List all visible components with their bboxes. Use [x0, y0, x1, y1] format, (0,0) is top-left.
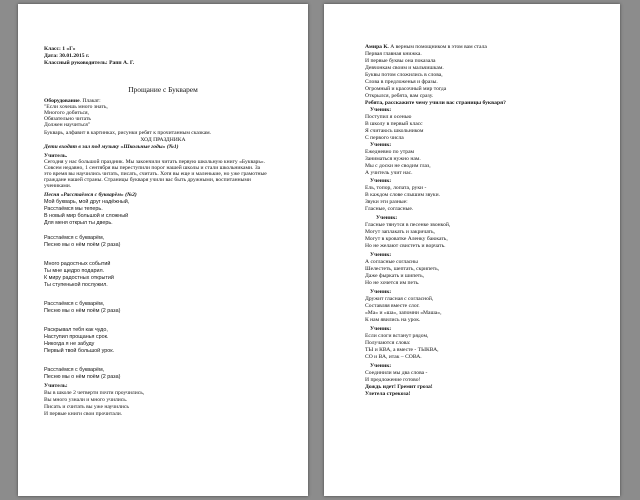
- closing-line: Улетела стрекоза!: [365, 391, 411, 397]
- pupil-line: Дружит гласная с согласной,: [365, 296, 434, 302]
- pupil-line: А согласные согласны: [365, 259, 418, 265]
- song-line: Расстаёмся с букварём,: [44, 367, 105, 373]
- right-page: [324, 4, 620, 496]
- pupil-line: В школу в первый класс: [365, 121, 423, 127]
- teacher-text-line: Совсем недавно, 1 сентября вы переступили порог нашей школы и стали школьниками. За: [44, 165, 261, 171]
- pupil-line: Заниматься нужно нам.: [365, 156, 421, 162]
- pupil-line: Даже фыркать и шипеть,: [365, 273, 425, 279]
- song-line: Расстаёмся с букварём,: [44, 235, 105, 241]
- song-line: В новый мир большой и сложный: [44, 213, 129, 219]
- intro-rest: А верным помощником в этом вам стала: [388, 44, 487, 50]
- poster-line: Обязательно читать: [44, 116, 91, 122]
- intro-line: Открылся, ребята, вам сразу.: [365, 93, 434, 99]
- intro-line: Буквы потом сложились в слова,: [365, 72, 443, 78]
- pupil-line: Поступил я осенью: [365, 114, 412, 120]
- equipment-label: Оборудование: [44, 98, 80, 104]
- pupil-line: Соединили мы два слова -: [365, 370, 428, 376]
- intro-line: [365, 44, 487, 50]
- pupil-line: Звуки эти разные:: [365, 199, 408, 205]
- song-line: Ты ступенькой послужил.: [44, 282, 108, 288]
- song-line: Наступил прощанья срок.: [44, 334, 109, 340]
- class-line: Класс: 1 «Г»: [44, 46, 76, 52]
- closing-line: Дождь идет! Гремит гроза!: [365, 384, 433, 390]
- pupil-line: СО и ВА, итак – СОВА.: [365, 354, 422, 360]
- pupil-label: Ученик:: [370, 252, 392, 258]
- pupil-label: Ученик:: [370, 289, 392, 295]
- teacher-text-line: Сегодня у нас большой праздник. Мы закончили читать первую школьную книгу «Букварь».: [44, 159, 266, 165]
- teacher-label: Учитель.: [44, 153, 68, 159]
- pupil-line: К нам явились на урок.: [365, 317, 421, 323]
- teacher2-line: И первые книги свои прочитали.: [44, 411, 123, 417]
- pupil-line: Шелестеть, шептать, скрипеть,: [365, 266, 440, 272]
- poster-line: "Если хочешь много знать,: [44, 104, 108, 110]
- pupil-line: В каждом слове слышим звуки.: [365, 192, 440, 198]
- date-line: Дата: 30.01.2015 г.: [44, 53, 90, 59]
- pupil-line: Ежедневно по утрам: [365, 149, 415, 155]
- teacher-line: Классный руководитель: Рапп А. Г.: [44, 60, 135, 66]
- song-line: Ты мне щедро подарил.: [44, 268, 105, 274]
- equipment-after: Букварь, алфавит в картинках, рисунки ребят к прочитанным сказкам.: [44, 130, 212, 136]
- song-line: Песню мы о нём поём (2 раза): [44, 308, 121, 314]
- pupil-line: Получаются слова:: [365, 340, 411, 346]
- page-title: Прощание с Букварем: [128, 85, 198, 94]
- pupil-line: Гласные, согласные.: [365, 206, 414, 212]
- poster-line: Должен научиться": [44, 122, 91, 128]
- entrance-line: Дети входят в зал под музыку «Школьные годы» (№1): [44, 144, 179, 150]
- teacher2-line: Писать и считать вы уже научились: [44, 404, 129, 410]
- pupil-line: Могут в кроватке Аленку баюкать,: [365, 236, 448, 242]
- pupil-line: «Ма» и «ша», запомни «Маша»,: [365, 310, 442, 316]
- teacher2-line: Вы много узнали и много учились.: [44, 397, 128, 403]
- pupil-line: Но не желают свистеть и ворчать.: [365, 243, 446, 249]
- intro-line: И первые буквы она показала: [365, 58, 436, 64]
- pupil-label: Ученик:: [370, 107, 392, 113]
- teacher-text-line: учениками.: [44, 183, 72, 189]
- pupil-line: Если слоги встанут рядом,: [365, 333, 429, 339]
- intro-line: Огромный и красочный мир тогда: [365, 86, 447, 92]
- song-line: Раскрывал тебя как чудо,: [44, 327, 108, 333]
- pupil-line: Гласные тянутся в песенке звонкой,: [365, 222, 451, 228]
- song-line: Расстаёмся с букварём,: [44, 301, 105, 307]
- song-line: Никогда я не забуду: [44, 341, 95, 347]
- pupil-line: А учитель учит нас.: [365, 170, 413, 176]
- teacher-text-line: граждане нашей страны. Страницы букваря учили вас быть дружными, воспитанными: [44, 177, 251, 183]
- pupil-line: Составляя вместе слог.: [365, 303, 420, 309]
- pupil-line: И предложение готово!: [365, 377, 421, 383]
- pupil-label: Ученик:: [370, 363, 392, 369]
- pupil-line: Мы с доски не сводим глаз,: [365, 163, 431, 169]
- song-line: Расстаёмся мы теперь.: [44, 206, 103, 212]
- song-line: К миру радостных открытий: [44, 275, 114, 281]
- pupil-label: Ученик:: [370, 178, 392, 184]
- song-line: Песню мы о нём поём (2 раза): [44, 374, 121, 380]
- intro-line: Первая главная книжка.: [365, 51, 422, 57]
- song-line: Много радостных событий: [44, 261, 111, 267]
- intro-line: Слова в предложенья и фразы.: [365, 79, 438, 85]
- pupil-line: ТЫ и КВА, а вместе - ТЫКВА,: [365, 347, 439, 353]
- speaker-name: Амира К.: [365, 44, 389, 50]
- song-line: Для меня открыл ты дверь.: [44, 220, 113, 226]
- pupil-line: Но не хочется им петь.: [365, 280, 420, 286]
- pupil-line: Могут заплакать и закричать,: [365, 229, 435, 235]
- left-page: [18, 4, 308, 496]
- equipment-rest: . Плакат:: [79, 98, 101, 104]
- poster-line: Многого добиться,: [44, 110, 89, 116]
- pupil-line: Я считаюсь школьником: [365, 128, 424, 134]
- intro-line: Девчонкам своим и мальчишкам.: [365, 65, 444, 71]
- teacher2-label: Учитель:: [44, 383, 68, 389]
- pupil-line: С первого числа: [365, 135, 404, 141]
- question-line: Ребята, расскажите чему учили вас страницы букваря?: [365, 100, 506, 106]
- pupil-label: Ученик:: [370, 326, 392, 332]
- song-line: Песню мы о нём поём (2 раза): [44, 242, 121, 248]
- song-line: Первый твой большой урок.: [44, 348, 115, 354]
- teacher2-line: Вы в школе 2 четверти почти проучились,: [44, 390, 145, 396]
- song-line: Мой букварь, мой друг надёжный,: [44, 199, 130, 205]
- pupil-label: Ученик:: [370, 142, 392, 148]
- pupil-label: Ученик:: [376, 215, 398, 221]
- song-title: Песня «Расстаёмся с букварём» (№2): [44, 192, 137, 198]
- pupil-line: Ель, топор, лопата, руки -: [365, 185, 427, 191]
- teacher-text-line: это время вы научились читать, писать, считать. Хотя вы еще и маленькие, но уже грамотные: [44, 171, 267, 177]
- course-heading: ХОД ПРАЗДНИКА: [140, 137, 186, 143]
